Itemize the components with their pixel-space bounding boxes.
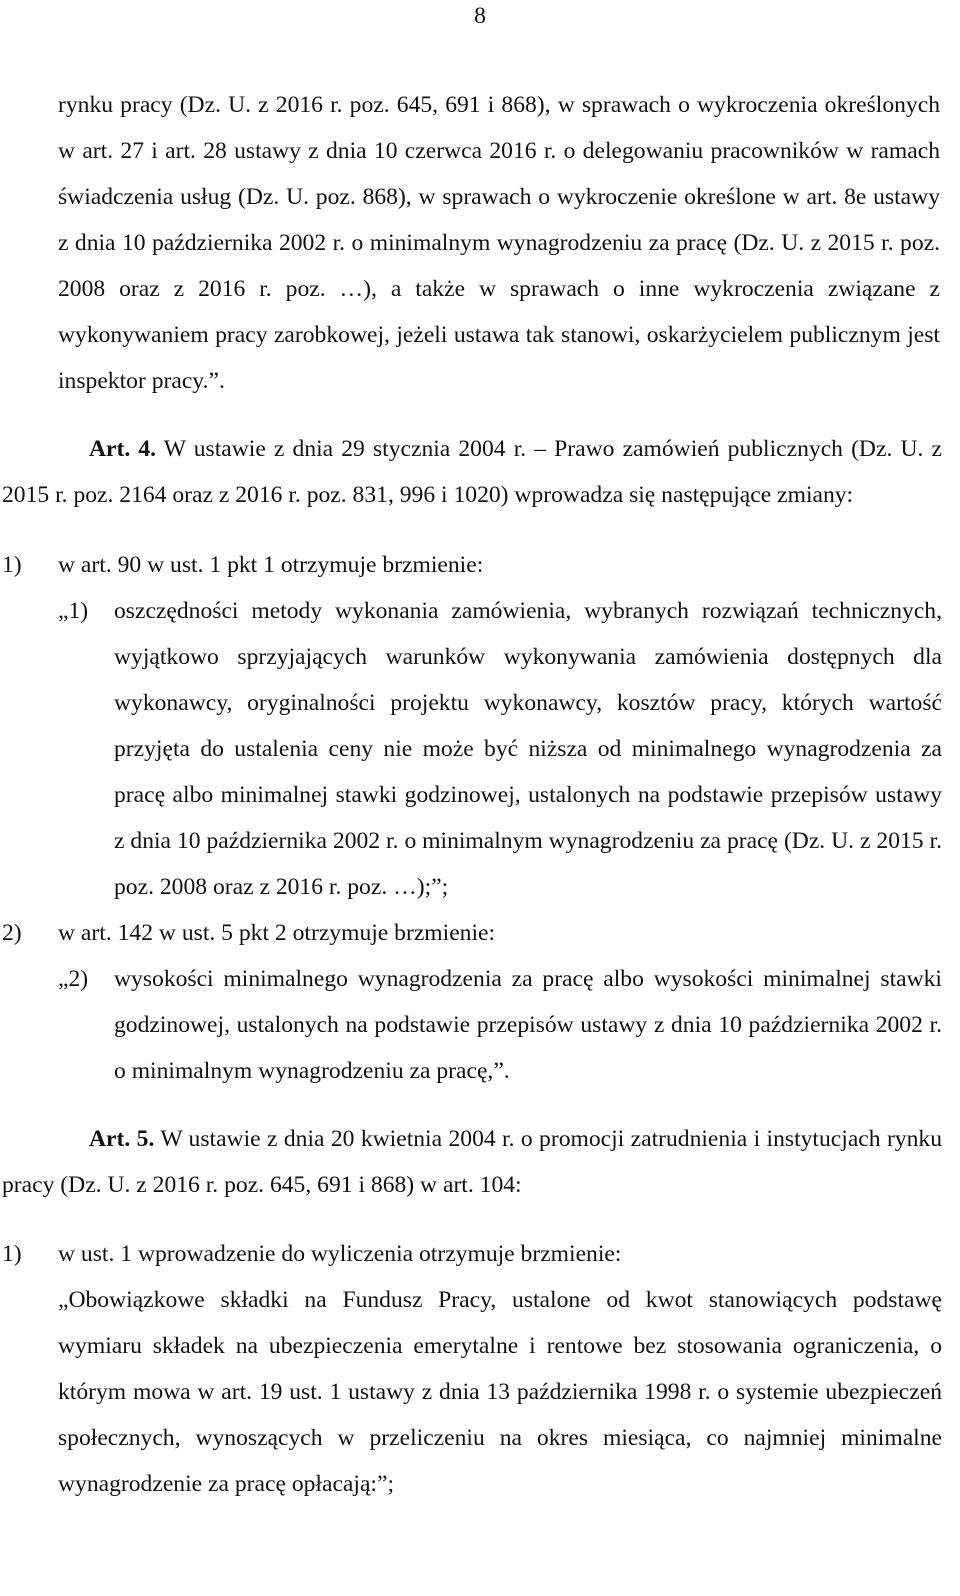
article-4-item-2-quote-text: wysokości minimalnego wynagrodzenia za pracę albo wysokości minimalnej stawki godzinowej, ustalonych na podstawie przepisów ustawy z dnia 10 października 2002 r. o minimalnym wynagrodzeniu za pracę,”. xyxy=(114,965,942,1084)
article-5-label: Art. 5. xyxy=(89,1125,155,1152)
spacer xyxy=(0,404,960,414)
article-4-item-1-quote-number: „1) xyxy=(58,597,89,624)
article-5-item-1-text: w ust. 1 wprowadzenie do wyliczenia otrzymuje brzmienie: xyxy=(58,1241,622,1268)
article-4-item-1 xyxy=(0,542,960,588)
spacer xyxy=(0,1094,960,1104)
article-5-lead: W ustawie z dnia 20 kwietnia 2004 r. o promocji zatrudnienia i instytucjach rynku pracy (Dz. U. z 2016 r. poz. 645, 691 i 868) w art. 104: xyxy=(2,1125,942,1198)
article-5-heading xyxy=(0,1116,960,1208)
article-4-label: Art. 4. xyxy=(89,436,157,462)
article-4-item-2-quote-number: „2) xyxy=(58,965,89,992)
intro-paragraph: rynku pracy (Dz. U. z 2016 r. poz. 645, 691 i 868), w sprawach o wykroczenia określonych w art. 27 i art. 28 ustawy z dnia 10 czerwca 2016 r. o delegowaniu pracowników w ramach świadczenia usług (Dz. U. poz. 868), w sprawach o wykroczenie określone w art. 8e ustawy z dnia 10 października 2002 r. o minimalnym wynagrodzeniu za pracę (Dz. U. z 2015 r. poz. 2008 oraz z 2016 r. poz. …), a także w sprawach o inne wykroczenia związane z wykonywaniem pracy zarobkowej, jeżeli ustawa tak stanowi, oskarżycielem publicznym jest inspektor pracy.”. xyxy=(58,92,940,394)
article-4-lead: W ustawie z dnia 29 stycznia 2004 r. – Prawo zamówień publicznych (Dz. U. z 2015 r. poz. 2164 oraz z 2016 r. poz. 831, 996 i 1020) wprowadza się następujące zmiany: xyxy=(2,436,942,508)
page-number: 8 xyxy=(474,3,486,29)
article-4-item-2-quote xyxy=(0,956,960,1094)
article-4-item-2-number: 2) xyxy=(2,919,22,946)
article-4-item-1-number: 1) xyxy=(2,551,22,578)
article-5-item-1-number: 1) xyxy=(2,1241,22,1268)
document-body xyxy=(0,82,960,1507)
article-4-item-2-text: w art. 142 w ust. 5 pkt 2 otrzymuje brzmienie: xyxy=(58,919,496,946)
article-4-item-1-text: w art. 90 w ust. 1 pkt 1 otrzymuje brzmienie: xyxy=(58,551,484,578)
article-4-item-1-quote xyxy=(0,588,960,910)
article-4-item-1-quote-text: oszczędności metody wykonania zamówienia, wybranych rozwiązań technicznych, wyjątkowo sprzyjających warunków wykonywania zamówienia dostępnych dla wykonawcy, oryginalności projektu wykonawcy, kosztów pracy, których wartość przyjęta do ustalenia ceny nie może być niższa od minimalnego wynagrodzenia za pracę albo minimalnej stawki godzinowej, ustalonych na podstawie przepisów ustawy z dnia 10 października 2002 r. o minimalnym wynagrodzeniu za pracę (Dz. U. z 2015 r. poz. 2008 oraz z 2016 r. poz. …);”; xyxy=(114,597,942,900)
article-5-item-1 xyxy=(0,1231,960,1277)
article-4-heading xyxy=(0,426,960,518)
article-5-item-1-quote: „Obowiązkowe składki na Fundusz Pracy, ustalone od kwot stanowiących podstawę wymiaru składek na ubezpieczenia emerytalne i rentowe bez stosowania ograniczenia, o którym mowa w art. 19 ust. 1 ustawy z dnia 13 października 1998 r. o systemie ubezpieczeń społecznych, wynoszących w przeliczeniu na okres miesiąca, co najmniej minimalne wynagrodzenie za pracę opłacają:”; xyxy=(58,1287,942,1498)
article-4-item-2 xyxy=(0,910,960,956)
